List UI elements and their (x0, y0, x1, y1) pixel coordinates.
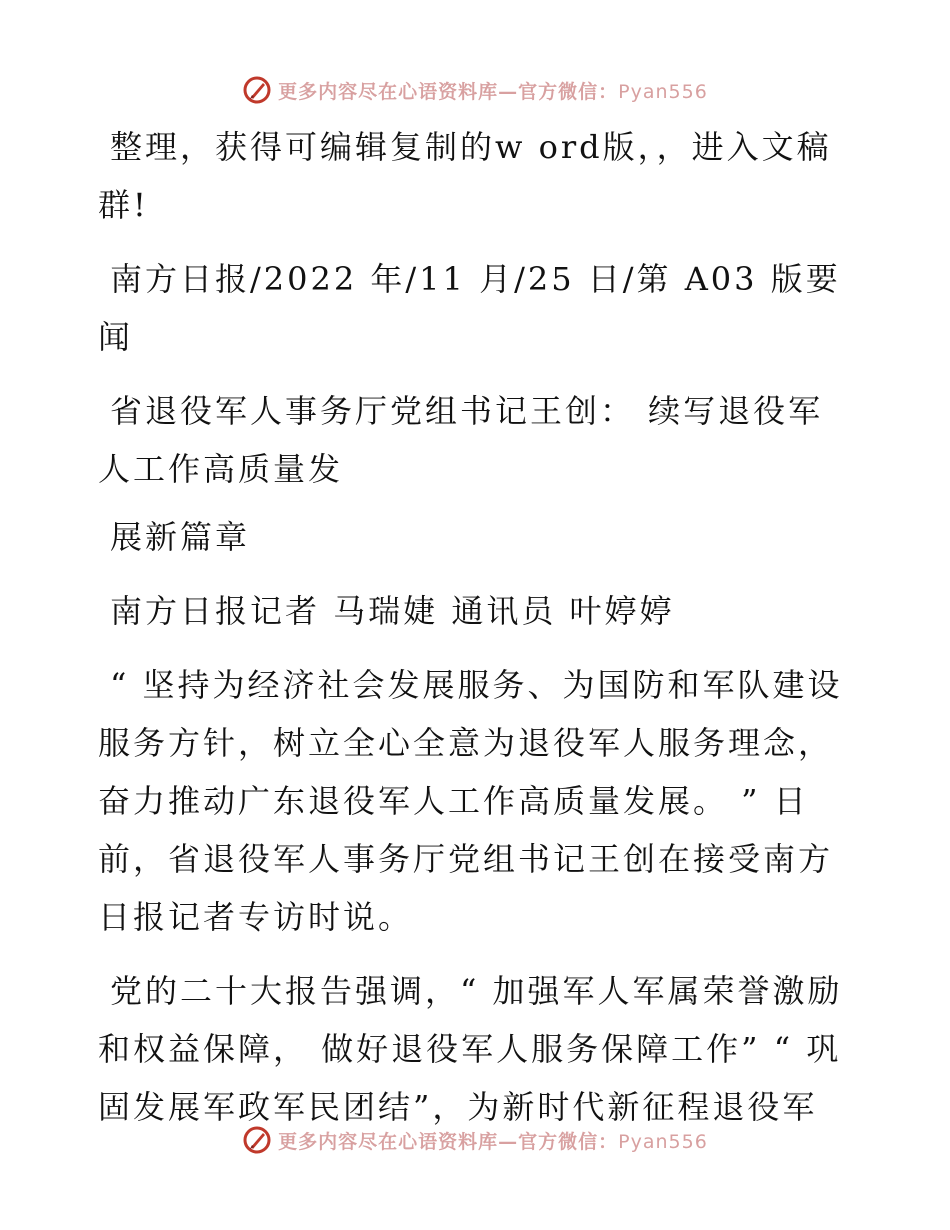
paragraph-quote: “ 坚持为经济社会发展服务、为国防和军队建设服务方针，树立全心全意为退役军人服务理念，奋力推动广东退役军人工作高质量发展。 ” 日前，省退役军人事务厅党组书记王创在接受南方日报记者专访时说。 (98, 666, 843, 936)
byline: 南方日报记者 马瑞婕 通讯员 叶婷婷 (110, 592, 675, 630)
paragraph-source: 南方日报/2022 年/11 月/25 日/第 A03 版要闻 (98, 260, 841, 356)
pen-logo-icon (242, 75, 272, 105)
pen-logo-icon (242, 1125, 272, 1155)
article-title-continued: 展新篇章 (110, 518, 251, 556)
header-watermark (0, 70, 950, 110)
watermark-text: 更多内容尽在心语资料库—官方微信：Pyan556 (278, 1130, 708, 1153)
footer-watermark (0, 1120, 950, 1160)
paragraph-intro: 整理，获得可编辑复制的w ord版，，进入文稿群! (98, 128, 832, 224)
watermark-text: 更多内容尽在心语资料库—官方微信：Pyan556 (278, 80, 708, 103)
paragraph-report: 党的二十大报告强调，“ 加强军人军属荣誉激励和权益保障， 做好退役军人服务保障工作” “ 巩固发展军政军民团结”，为新时代新征程退役军 (98, 972, 843, 1126)
article-title: 省退役军人事务厅党组书记王创： 续写退役军人工作高质量发 (98, 392, 824, 488)
document-body (98, 118, 858, 1152)
